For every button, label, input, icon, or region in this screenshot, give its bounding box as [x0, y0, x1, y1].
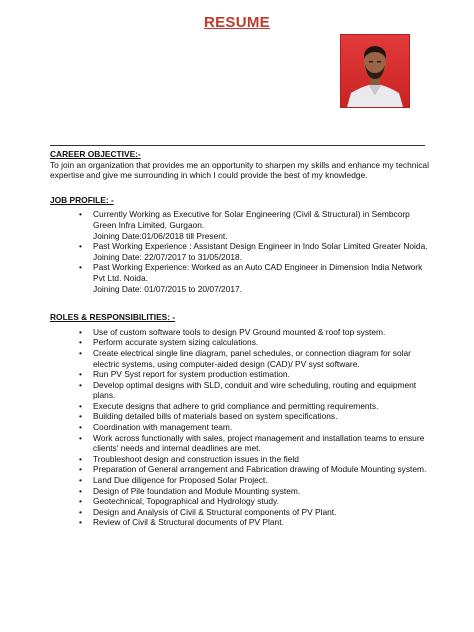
roles-item-text: Geotechnical, Topographical and Hydrology study. — [93, 496, 279, 507]
job-profile-list — [50, 209, 430, 294]
job-profile-heading: JOB PROFILE: - — [50, 194, 114, 205]
profile-photo — [340, 34, 410, 108]
job-profile-item — [50, 209, 430, 241]
roles-item-text: Develop optimal designs with SLD, conduit and wire scheduling, routing and equipment plans. — [93, 379, 417, 401]
bullet-icon: • — [79, 347, 82, 358]
bullet-icon: • — [79, 209, 82, 220]
roles-item — [50, 464, 430, 475]
roles-item-text: Land Due diligence for Proposed Solar Project. — [93, 475, 268, 486]
job-profile-line: Past Working Experience: Worked as an Auto CAD Engineer in Dimension India Network Pvt Ltd. Noida. — [93, 262, 423, 283]
bullet-icon: • — [79, 453, 82, 464]
resume-content — [50, 149, 430, 546]
career-objective-heading: CAREER OBJECTIVE:- — [50, 149, 141, 159]
roles-item — [50, 475, 430, 486]
bullet-icon: • — [79, 432, 82, 443]
roles-item-text: Design and Analysis of Civil & Structural components of PV Plant. — [93, 506, 337, 517]
job-profile-item — [50, 262, 430, 294]
roles-item-text: Use of custom software tools to design PV Ground mounted & roof top system. — [93, 326, 386, 337]
bullet-icon: • — [79, 326, 82, 337]
roles-item-text: Building detailed bills of materials based on system specifications. — [93, 411, 338, 422]
roles-item — [50, 369, 430, 380]
section-divider — [50, 145, 425, 146]
bullet-icon: • — [79, 517, 82, 528]
bullet-icon: • — [79, 411, 82, 422]
job-profile-item — [50, 241, 430, 262]
roles-item — [50, 496, 430, 507]
roles-item — [50, 454, 430, 465]
bullet-icon: • — [79, 475, 82, 486]
job-profile-date: Joining Date: 01/07/2015 to 20/07/2017. — [93, 283, 243, 294]
roles-item-text: Execute designs that adhere to grid compliance and permitting requirements. — [93, 400, 379, 411]
job-profile-date: Joining Date: 22/07/2017 to 31/05/2018. — [93, 251, 243, 262]
bullet-icon: • — [79, 422, 82, 433]
roles-item — [50, 411, 430, 422]
bullet-icon: • — [79, 337, 82, 348]
roles-item — [50, 433, 430, 454]
roles-item — [50, 401, 430, 412]
job-profile-line: Past Working Experience : Assistant Design Engineer in Indo Solar Limited Greater Noida. — [93, 241, 428, 252]
roles-item-text: Review of Civil & Structural documents of PV Plant. — [93, 517, 284, 528]
bullet-icon: • — [79, 369, 82, 380]
bullet-icon: • — [79, 241, 82, 252]
roles-item — [50, 380, 430, 401]
job-profile-date: Joining Date:01/06/2018 till Present. — [93, 230, 228, 241]
bullet-icon: • — [79, 506, 82, 517]
roles-item-text: Perform accurate system sizing calculations. — [93, 337, 259, 348]
roles-item — [50, 348, 430, 369]
bullet-icon: • — [79, 400, 82, 411]
bullet-icon: • — [79, 262, 82, 273]
roles-item — [50, 517, 430, 528]
roles-item — [50, 507, 430, 518]
bullet-icon: • — [79, 379, 82, 390]
roles-item — [50, 422, 430, 433]
job-profile-line: Currently Working as Executive for Solar Engineering (Civil & Structural) in Sembcorp Green Infra Limited, Gurgaon. — [93, 209, 410, 230]
resume-title: RESUME — [204, 14, 270, 31]
roles-list — [50, 327, 430, 528]
roles-item-text: Preparation of General arrangement and Fabrication drawing of Module Mounting system. — [93, 464, 427, 475]
roles-item-text: Design of Pile foundation and Module Mounting system. — [93, 485, 301, 496]
roles-heading: ROLES & RESPONSIBILITIES: - — [50, 312, 176, 323]
roles-item-text: Work across functionally with sales, project management and installation teams to ensure clients' needs and internal deadlines are met. — [93, 432, 425, 454]
roles-item-text: Troubleshoot design and construction issues in the field — [93, 453, 299, 464]
roles-item — [50, 486, 430, 497]
roles-item — [50, 337, 430, 348]
roles-item — [50, 327, 430, 338]
roles-item-text: Create electrical single line diagram, panel schedules, or connection diagram for solar electric systems, using computer-aided design (CAD)/ PV syst software. — [93, 347, 411, 369]
roles-item-text: Run PV Syst report for system production estimation. — [93, 369, 290, 380]
bullet-icon: • — [79, 464, 82, 475]
roles-item-text: Coordination with management team. — [93, 422, 233, 433]
career-objective-text: To join an organization that provides me an opportunity to sharpen my skills and enhance my technical expertise and give me surrounding in which I could provide the best of my knowledge. — [50, 159, 429, 181]
bullet-icon: • — [79, 496, 82, 507]
bullet-icon: • — [79, 485, 82, 496]
